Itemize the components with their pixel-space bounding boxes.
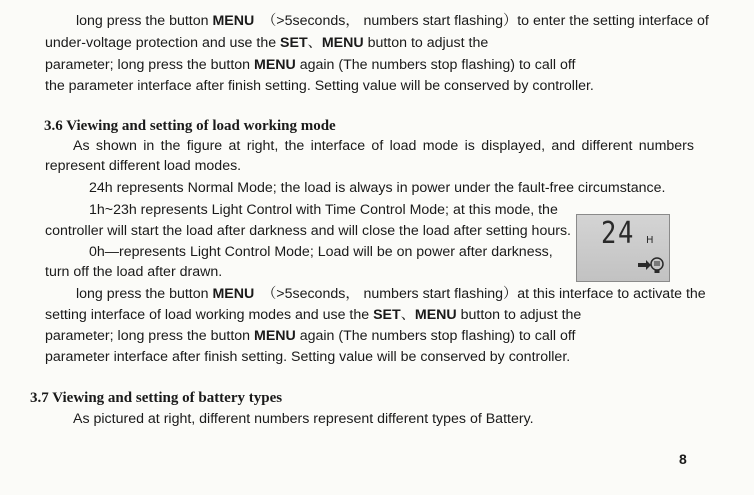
load-bulb-icon xyxy=(637,255,665,275)
section-heading: 3.7 Viewing and setting of battery types xyxy=(30,390,283,406)
paragraph-line: setting interface of load working modes and use the SET、MENU button to adjust the xyxy=(45,307,582,323)
paragraph-line: represent different load modes. xyxy=(45,158,242,174)
mode-24h: 24h represents Normal Mode; the load is always in power under the fault-free circumstance. xyxy=(89,180,666,196)
menu-term: MENU xyxy=(414,307,457,323)
lcd-load-mode-display xyxy=(576,214,670,282)
paragraph-line: As shown in the figure at right, the interface of load mode is displayed, and different numbers xyxy=(73,138,694,154)
paragraph-line: controller will start the load after darkness and will close the load after setting hours. xyxy=(45,223,571,239)
paragraph-line: long press the button MENU （>5seconds， numbers start flashing）at this interface to activate the xyxy=(76,286,706,302)
paragraph-line: long press the button MENU （>5seconds， numbers start flashing）to enter the setting interface of xyxy=(76,13,709,29)
set-term: SET xyxy=(280,35,308,51)
menu-term: MENU xyxy=(254,328,296,344)
menu-term: MENU xyxy=(212,13,255,29)
menu-term: MENU xyxy=(254,57,296,73)
paragraph-line: under-voltage protection and use the SET、MENU button to adjust the xyxy=(45,35,489,51)
section-heading: 3.6 Viewing and setting of load working mode xyxy=(44,118,336,134)
menu-term: MENU xyxy=(321,35,364,51)
mode-0h: 0h—represents Light Control Mode; Load will be on power after darkness, xyxy=(89,244,553,260)
mode-1h-23h: 1h~23h represents Light Control with Time Control Mode; at this mode, the xyxy=(89,202,558,218)
lcd-unit: H xyxy=(646,235,654,246)
menu-term: MENU xyxy=(212,286,255,302)
paragraph-line: parameter interface after finish setting. Setting value will be conserved by controller. xyxy=(45,349,571,365)
page-number: 8 xyxy=(679,451,687,467)
paragraph-line: turn off the load after drawn. xyxy=(45,264,223,280)
paragraph-line: parameter; long press the button MENU again (The numbers stop flashing) to call off xyxy=(45,328,576,344)
lcd-value: 24 xyxy=(601,216,636,251)
paragraph-line: As pictured at right, different numbers represent different types of Battery. xyxy=(73,411,534,427)
paragraph-line: parameter; long press the button MENU again (The numbers stop flashing) to call off xyxy=(45,57,576,73)
set-term: SET xyxy=(373,307,401,323)
paragraph-line: the parameter interface after finish setting. Setting value will be conserved by controller. xyxy=(45,78,594,94)
